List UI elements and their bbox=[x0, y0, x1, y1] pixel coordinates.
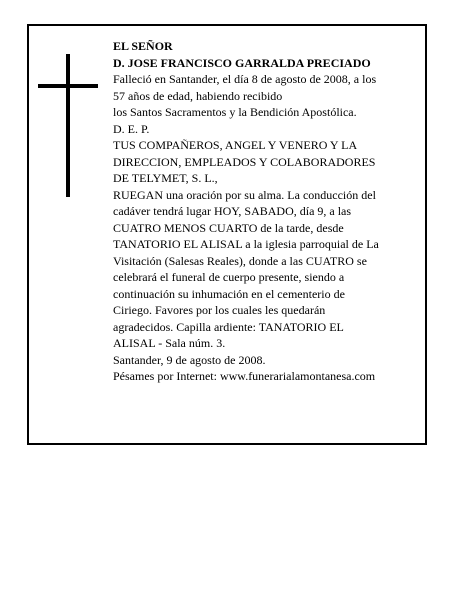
body-line: CUATRO MENOS CUARTO de la tarde, desde bbox=[113, 220, 344, 235]
body-line: ALISAL - Sala núm. 3. bbox=[113, 336, 226, 350]
body-line: D. E. P. bbox=[113, 121, 150, 136]
body-line: Pésames por Internet: www.funerarialamontanesa.com bbox=[113, 369, 376, 383]
cross-horizontal-bar bbox=[38, 84, 98, 88]
cross-vertical-bar bbox=[66, 54, 70, 197]
body-line: Santander, 9 de agosto de 2008. bbox=[113, 352, 266, 367]
body-line: Ciriego. Favores por los cuales les quedarán bbox=[113, 303, 326, 317]
body-line: cadáver tendrá lugar HOY, SABADO, día 9, a las bbox=[113, 204, 352, 218]
body-line: continuación su inhumación en el cementerio de bbox=[113, 286, 345, 301]
body-line: DIRECCION, EMPLEADOS Y COLABORADORES bbox=[113, 154, 376, 169]
deceased-name: D. JOSE FRANCISCO GARRALDA PRECIADO bbox=[113, 55, 371, 70]
body-line: Falleció en Santander, el día 8 de agosto de 2008, a los bbox=[113, 72, 377, 86]
obituary-text bbox=[113, 38, 418, 385]
body-line: TANATORIO EL ALISAL a la iglesia parroquial de La bbox=[113, 237, 379, 251]
body-line: TUS COMPAÑEROS, ANGEL Y VENERO Y LA bbox=[113, 138, 358, 152]
body-line: los Santos Sacramentos y la Bendición Apostólica. bbox=[113, 105, 357, 119]
body-line: DE TELYMET, S. L., bbox=[113, 171, 218, 185]
body-line: Visitación (Salesas Reales), donde a las CUATRO se bbox=[113, 253, 367, 268]
body-line: celebrará el funeral de cuerpo presente, siendo a bbox=[113, 270, 345, 284]
notice-title: EL SEÑOR bbox=[113, 39, 173, 53]
body-line: agradecidos. Capilla ardiente: TANATORIO EL bbox=[113, 319, 344, 334]
body-line: RUEGAN una oración por su alma. La conducción del bbox=[113, 187, 376, 202]
body-line: 57 años de edad, habiendo recibido bbox=[113, 88, 283, 103]
